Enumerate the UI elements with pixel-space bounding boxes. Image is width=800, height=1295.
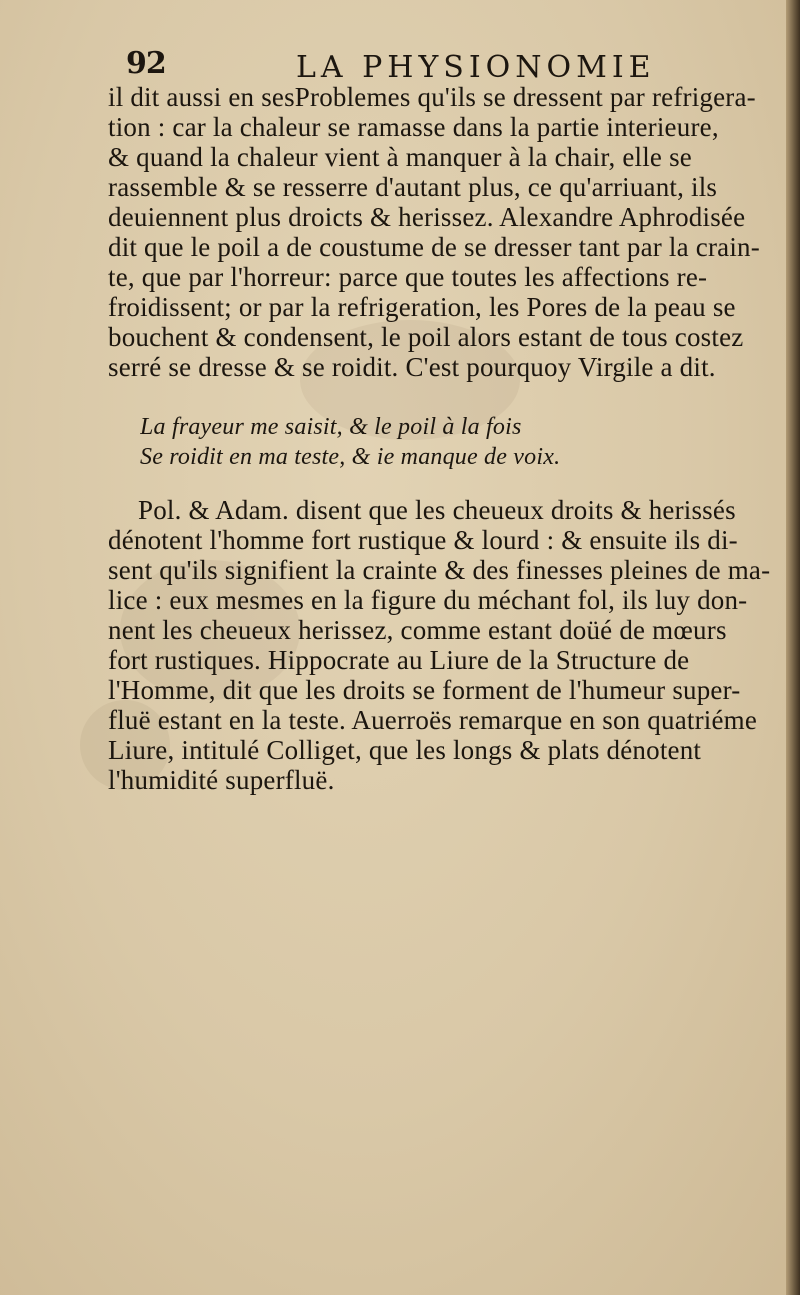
text-line: deuiennent plus droicts & herissez. Alexandre Aphrodisée xyxy=(108,202,746,232)
paragraph-2 xyxy=(108,495,788,795)
running-title: LA PHYSIONOMIE xyxy=(296,50,656,85)
text-line: te, que par l'horreur: parce que toutes les affections re- xyxy=(108,262,708,292)
text-line: dénotent l'homme fort rustique & lourd : & ensuite ils di- xyxy=(108,525,738,555)
page-number: 92 xyxy=(126,46,166,81)
text-line: il dit aussi en sesProblemes qu'ils se dressent par refrigera- xyxy=(108,82,756,112)
text-line: l'humidité superfluë. xyxy=(108,765,335,795)
text-line: sent qu'ils signifient la crainte & des finesses pleines de ma- xyxy=(108,555,771,585)
text-line: & quand la chaleur vient à manquer à la chair, elle se xyxy=(108,142,692,172)
verse-quote xyxy=(140,412,700,472)
text-line: serré se dresse & se roidit. C'est pourquoy Virgile a dit. xyxy=(108,352,716,382)
text-line: tion : car la chaleur se ramasse dans la partie interieure, xyxy=(108,112,719,142)
text-line: dit que le poil a de coustume de se dresser tant par la crain- xyxy=(108,232,760,262)
text-line: bouchent & condensent, le poil alors estant de tous costez xyxy=(108,322,744,352)
text-line: l'Homme, dit que les droits se forment de l'humeur super- xyxy=(108,675,741,705)
text-line: lice : eux mesmes en la figure du méchant fol, ils luy don- xyxy=(108,585,748,615)
text-line: fort rustiques. Hippocrate au Liure de la Structure de xyxy=(108,645,690,675)
text-line: froidissent; or par la refrigeration, les Pores de la peau se xyxy=(108,292,736,322)
verse-line: Se roidit en ma teste, & ie manque de voix. xyxy=(140,444,561,470)
text-line: rassemble & se resserre d'autant plus, ce qu'arriuant, ils xyxy=(108,172,718,202)
text-line: Pol. & Adam. disent que les cheueux droits & herissés xyxy=(138,495,736,525)
paragraph-1 xyxy=(108,82,788,382)
page-edge xyxy=(786,0,800,1295)
text-line: Liure, intitulé Colliget, que les longs & plats dénotent xyxy=(108,735,702,765)
page-header xyxy=(118,44,678,84)
text-line: fluë estant en la teste. Auerroës remarque en son quatriéme xyxy=(108,705,758,735)
text-line: nent les cheueux herissez, comme estant doüé de mœurs xyxy=(108,615,727,645)
verse-line: La frayeur me saisit, & le poil à la fois xyxy=(140,414,522,440)
